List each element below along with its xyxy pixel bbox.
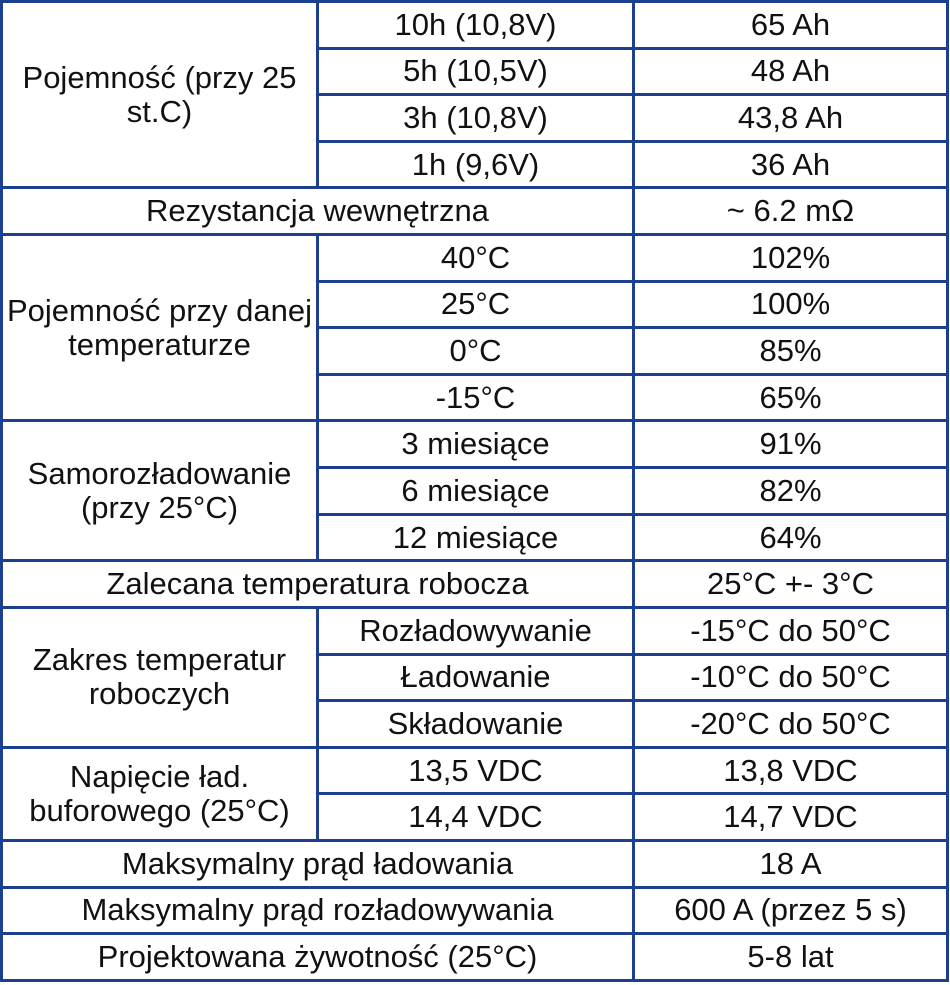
design-life-label: Projektowana żywotność (25°C) xyxy=(2,934,634,981)
temp-capacity-label: Pojemność przy danej temperaturze xyxy=(2,235,318,421)
self-discharge-condition: 3 miesiące xyxy=(318,421,634,468)
table-row xyxy=(2,2,948,49)
table-row xyxy=(2,188,948,235)
design-life-value: 5-8 lat xyxy=(634,934,948,981)
temp-capacity-condition: 40°C xyxy=(318,235,634,282)
capacity-value: 43,8 Ah xyxy=(634,95,948,142)
table-row xyxy=(2,607,948,654)
operating-range-condition: Składowanie xyxy=(318,701,634,748)
temp-capacity-value: 100% xyxy=(634,281,948,328)
float-voltage-value: 13,8 VDC xyxy=(634,747,948,794)
table-row xyxy=(2,561,948,608)
recommended-temp-value: 25°C +- 3°C xyxy=(634,561,948,608)
internal-resistance-value: ~ 6.2 mΩ xyxy=(634,188,948,235)
recommended-temp-label: Zalecana temperatura robocza xyxy=(2,561,634,608)
max-discharge-current-value: 600 A (przez 5 s) xyxy=(634,887,948,934)
capacity-value: 48 Ah xyxy=(634,48,948,95)
table-row xyxy=(2,887,948,934)
capacity-condition: 5h (10,5V) xyxy=(318,48,634,95)
self-discharge-label: Samorozładowanie (przy 25°C) xyxy=(2,421,318,561)
operating-range-condition: Ładowanie xyxy=(318,654,634,701)
float-voltage-label: Napięcie ład. buforowego (25°C) xyxy=(2,747,318,840)
temp-capacity-value: 85% xyxy=(634,328,948,375)
operating-range-value: -10°C do 50°C xyxy=(634,654,948,701)
capacity-condition: 10h (10,8V) xyxy=(318,2,634,49)
float-voltage-value: 14,7 VDC xyxy=(634,794,948,841)
float-voltage-condition: 13,5 VDC xyxy=(318,747,634,794)
self-discharge-value: 64% xyxy=(634,514,948,561)
table-row xyxy=(2,934,948,981)
operating-range-value: -20°C do 50°C xyxy=(634,701,948,748)
temp-capacity-condition: 25°C xyxy=(318,281,634,328)
self-discharge-condition: 12 miesiące xyxy=(318,514,634,561)
max-discharge-current-label: Maksymalny prąd rozładowywania xyxy=(2,887,634,934)
capacity-condition: 3h (10,8V) xyxy=(318,95,634,142)
temp-capacity-condition: -15°C xyxy=(318,374,634,421)
capacity-condition: 1h (9,6V) xyxy=(318,141,634,188)
table-row xyxy=(2,747,948,794)
table-row xyxy=(2,840,948,887)
capacity-value: 36 Ah xyxy=(634,141,948,188)
capacity-value: 65 Ah xyxy=(634,2,948,49)
max-charge-current-value: 18 A xyxy=(634,840,948,887)
capacity-label: Pojemność (przy 25 st.C) xyxy=(2,2,318,188)
table-row xyxy=(2,421,948,468)
operating-range-condition: Rozładowywanie xyxy=(318,607,634,654)
operating-range-label: Zakres temperatur roboczych xyxy=(2,607,318,747)
operating-range-value: -15°C do 50°C xyxy=(634,607,948,654)
temp-capacity-value: 102% xyxy=(634,235,948,282)
temp-capacity-condition: 0°C xyxy=(318,328,634,375)
max-charge-current-label: Maksymalny prąd ładowania xyxy=(2,840,634,887)
table-row xyxy=(2,235,948,282)
float-voltage-condition: 14,4 VDC xyxy=(318,794,634,841)
temp-capacity-value: 65% xyxy=(634,374,948,421)
internal-resistance-label: Rezystancja wewnętrzna xyxy=(2,188,634,235)
self-discharge-value: 91% xyxy=(634,421,948,468)
self-discharge-value: 82% xyxy=(634,468,948,515)
self-discharge-condition: 6 miesiące xyxy=(318,468,634,515)
